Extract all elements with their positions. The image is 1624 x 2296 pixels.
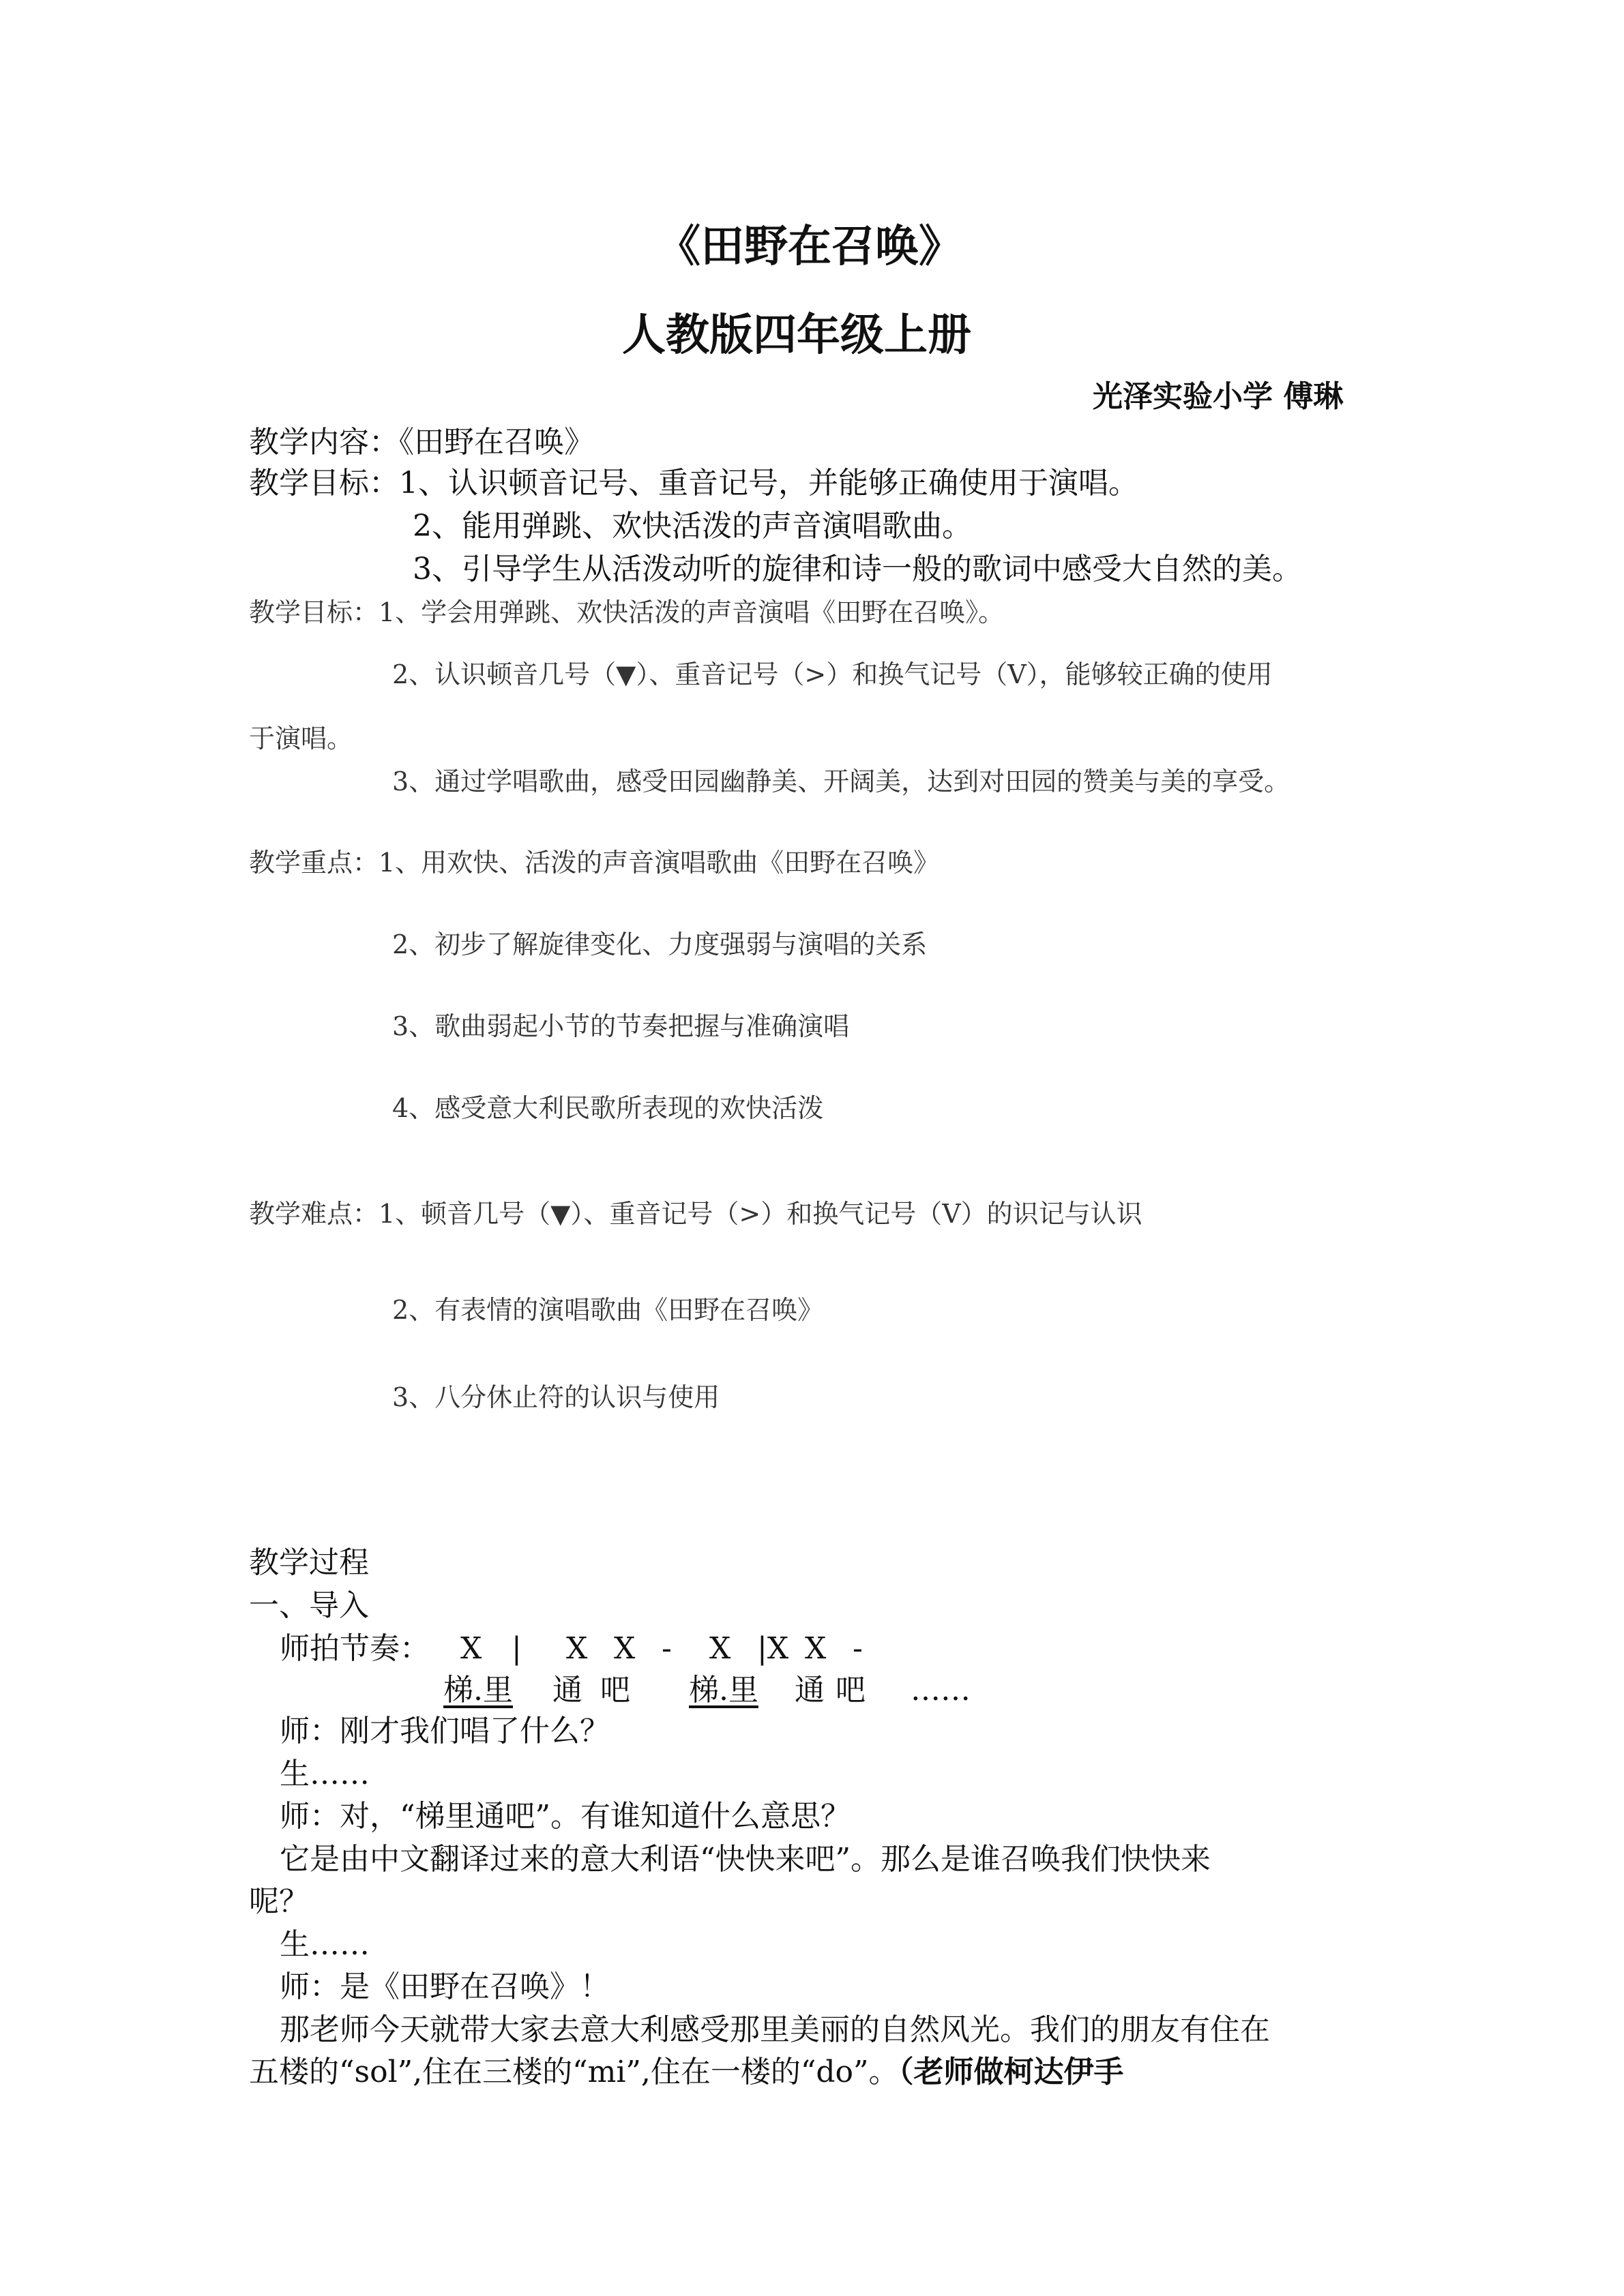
rhythm-line: [280, 1624, 863, 1667]
lyric: ……: [911, 1673, 971, 1708]
goals-a-line3: 3、引导学生从活泼动听的旋律和诗一般的歌词中感受大自然的美。: [413, 552, 1302, 586]
lyric: 梯.里: [689, 1673, 758, 1708]
key-points-line4: 4、感受意大利民歌所表现的欢快活泼: [392, 1093, 824, 1123]
rhythm-note: |X: [757, 1631, 789, 1666]
document-subtitle: 人教版四年级上册: [622, 310, 971, 361]
dialog-line: 那老师今天就带大家去意大利感受那里美丽的自然风光。我们的朋友有住在: [280, 2012, 1270, 2047]
section-intro-heading: 一、导入: [249, 1588, 369, 1623]
key-points-line2: 2、初步了解旋律变化、力度强弱与演唱的关系: [392, 929, 928, 959]
author-line: 光泽实验小学 傅琳: [1093, 379, 1344, 414]
dialog-line: 生……: [280, 1757, 370, 1791]
dialog-text: 五楼的“sol”,住在三楼的“mi”,住在一楼的“do”。: [249, 2055, 899, 2089]
rhythm-note: X: [566, 1631, 588, 1666]
lyric: 吧: [836, 1673, 866, 1708]
goals-b-line2a: 2、认识顿音几号（▼）、重音记号（>）和换气记号（V），能够较正确的使用: [392, 659, 1273, 689]
rhythm-note: X: [709, 1631, 731, 1666]
goals-b-line1: 教学目标：1、学会用弹跳、欢快活泼的声音演唱《田野在召唤》。: [249, 597, 1005, 627]
difficulties-line2: 2、有表情的演唱歌曲《田野在召唤》: [392, 1295, 824, 1325]
key-points-line3: 3、歌曲弱起小节的节奏把握与准确演唱: [392, 1011, 850, 1041]
dialog-line: 师：刚才我们唱了什么？: [280, 1714, 610, 1748]
dialog-line: 生……: [280, 1927, 370, 1962]
teaching-content: 教学内容：《田野在召唤》: [249, 425, 594, 460]
rhythm-note: X: [460, 1631, 482, 1666]
process-heading: 教学过程: [249, 1545, 369, 1580]
lyrics-line: [443, 1665, 971, 1709]
rhythm-note: |: [512, 1631, 522, 1666]
lyric: 通: [552, 1673, 582, 1708]
document-title: 《田野在召唤》: [657, 221, 962, 272]
difficulties-line1: 教学难点：1、顿音几号（▼）、重音记号（>）和换气记号（V）的识记与认识: [249, 1199, 1142, 1229]
rhythm-note: -: [662, 1631, 672, 1666]
rhythm-note: X: [805, 1631, 827, 1666]
goals-a-line2: 2、能用弹跳、欢快活泼的声音演唱歌曲。: [413, 509, 972, 543]
lyric: 吧: [600, 1673, 630, 1708]
dialog-line: 它是由中文翻译过来的意大利语“快快来吧”。那么是谁召唤我们快快来: [280, 1842, 1211, 1877]
lyric: 梯.里: [443, 1673, 513, 1708]
dialog-line: 呢？: [249, 1884, 309, 1919]
key-points-line1: 教学重点：1、用欢快、活泼的声音演唱歌曲《田野在召唤》: [249, 848, 940, 878]
dialog-line: 师：对，“梯里通吧”。有谁知道什么意思？: [280, 1799, 851, 1834]
lyric: 通: [795, 1673, 825, 1708]
goals-b-line3: 3、通过学唱歌曲，感受田园幽静美、开阔美，达到对田园的赞美与美的享受。: [392, 766, 1290, 796]
rhythm-note: X: [614, 1631, 636, 1666]
dialog-line: [249, 2047, 1124, 2091]
goals-a-line1: 教学目标：1、认识顿音记号、重音记号，并能够正确使用于演唱。: [249, 466, 1138, 501]
dialog-line: 师：是《田野在召唤》！: [280, 1969, 610, 2004]
goals-b-line2b: 于演唱。: [249, 724, 353, 754]
difficulties-line3: 3、八分休止符的认识与使用: [392, 1382, 720, 1412]
rhythm-note: -: [853, 1631, 863, 1666]
rhythm-label: 师拍节奏：: [280, 1631, 430, 1666]
dialog-emphasis: （老师做柯达伊手: [898, 2055, 1124, 2089]
